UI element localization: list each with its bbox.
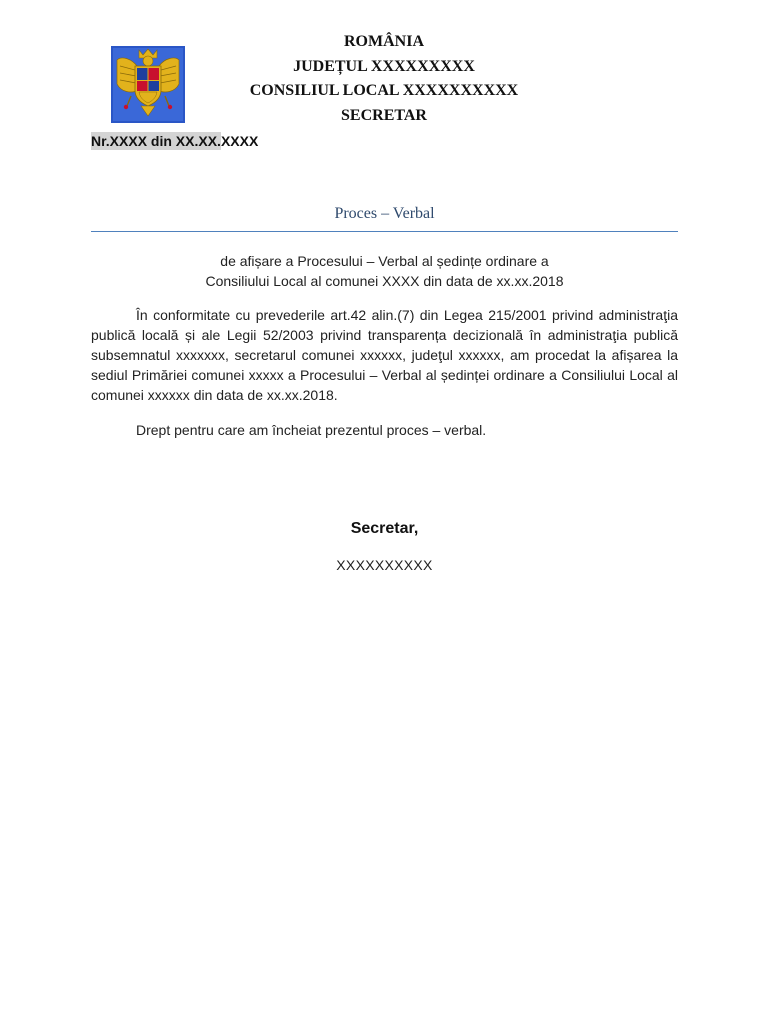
registration-number-rest: XXXX [220,133,259,149]
body-paragraph: În conformitate cu prevederile art.42 alin.(7) din Legea 215/2001 privind administraţia publică locală și ale Legii 52/2003 privind transparența decizională în administraţia publică subsemnatul xxxxxxx, secretarul comunei xxxxxx, judeţul xxxxxx, am procedat la afișarea la sediul Primăriei comunei xxxxx a Procesului – Verbal al ședinței ordinare a Consiliului Local al comunei xxxxxx din data de xx.xx.2018. [91,307,678,403]
subtitle-line-1: de afișare a Procesului – Verbal al ședințe ordinare a [220,253,549,269]
document-title: Proces – Verbal [334,205,435,222]
signature-name: XXXXXXXXXX [336,557,433,573]
title-divider [91,231,678,232]
romania-coat-of-arms-icon [111,46,185,123]
registration-number-highlighted: Nr.XXXX din XX.XX. [91,133,221,149]
registration-number [91,133,258,149]
header-council: CONSILIUL LOCAL XXXXXXXXXX [249,82,519,99]
document-header [200,30,568,128]
document-subtitle [91,251,678,291]
header-role: SECRETAR [341,106,427,124]
header-county: JUDEȚUL XXXXXXXXX [293,57,475,75]
subtitle-line-2: Consiliului Local al comunei XXXX din data de xx.xx.2018 [205,273,564,289]
signature-role: Secretar, [350,520,419,537]
closing-paragraph: Drept pentru care am încheiat prezentul proces – verbal. [136,422,487,438]
header-country: ROMÂNIA [344,33,424,50]
